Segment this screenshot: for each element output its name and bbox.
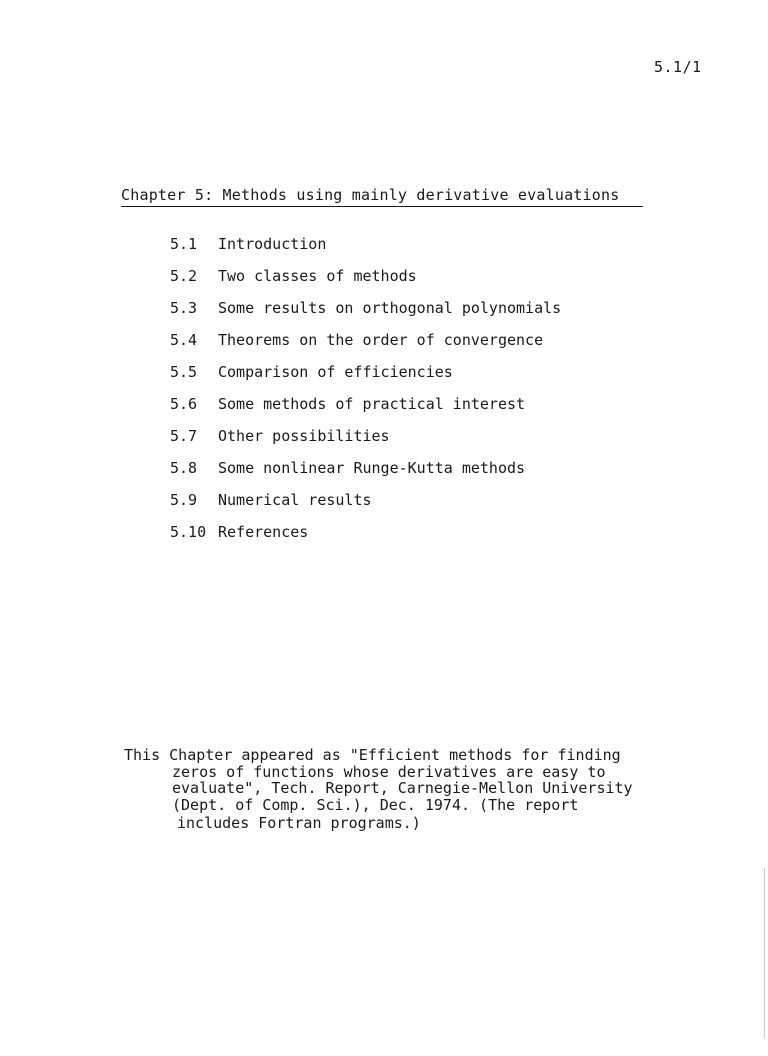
toc-number: 5.4 (170, 331, 198, 349)
scan-edge-mark (764, 868, 765, 1038)
toc-title: Some methods of practical interest (218, 395, 526, 413)
toc-item (170, 458, 561, 490)
toc-item (170, 234, 561, 266)
toc-item (170, 330, 561, 362)
toc-number: 5.2 (170, 267, 198, 285)
page-number: 5.1/1 (654, 58, 702, 76)
toc-item (170, 394, 561, 426)
toc-title: References (218, 523, 309, 541)
toc-item (170, 298, 561, 330)
toc-title: Theorems on the order of convergence (218, 331, 544, 349)
toc-title: Comparison of efficiencies (218, 363, 453, 381)
toc-item (170, 266, 561, 298)
toc-item (170, 490, 561, 522)
footnote-line: This Chapter appeared as "Efficient methods for finding (124, 746, 621, 764)
toc-title: Some results on orthogonal polynomials (218, 299, 562, 317)
toc-item (170, 426, 561, 458)
toc-number: 5.6 (170, 395, 198, 413)
toc-number: 5.3 (170, 299, 198, 317)
toc-title: Introduction (218, 235, 327, 253)
toc-number: 5.1 (170, 235, 198, 253)
footnote-line: evaluate", Tech. Report, Carnegie-Mellon University (172, 779, 633, 797)
table-of-contents (170, 234, 561, 554)
toc-title: Two classes of methods (218, 267, 417, 285)
toc-item (170, 362, 561, 394)
footnote (124, 747, 684, 832)
chapter-title: Chapter 5: Methods using mainly derivative evaluations (121, 186, 643, 207)
toc-number: 5.5 (170, 363, 198, 381)
toc-title: Other possibilities (218, 427, 390, 445)
toc-number: 5.7 (170, 427, 198, 445)
toc-title: Some nonlinear Runge-Kutta methods (218, 459, 526, 477)
toc-number: 5.8 (170, 459, 198, 477)
footnote-line: zeros of functions whose derivatives are easy to (172, 762, 606, 781)
toc-number: 5.9 (170, 491, 198, 509)
footnote-line: includes Fortran programs.) (177, 814, 421, 832)
toc-item (170, 522, 561, 554)
footnote-line: (Dept. of Comp. Sci.), Dec. 1974. (The report (172, 795, 579, 814)
toc-title: Numerical results (218, 491, 372, 509)
toc-number: 5.10 (170, 523, 207, 541)
